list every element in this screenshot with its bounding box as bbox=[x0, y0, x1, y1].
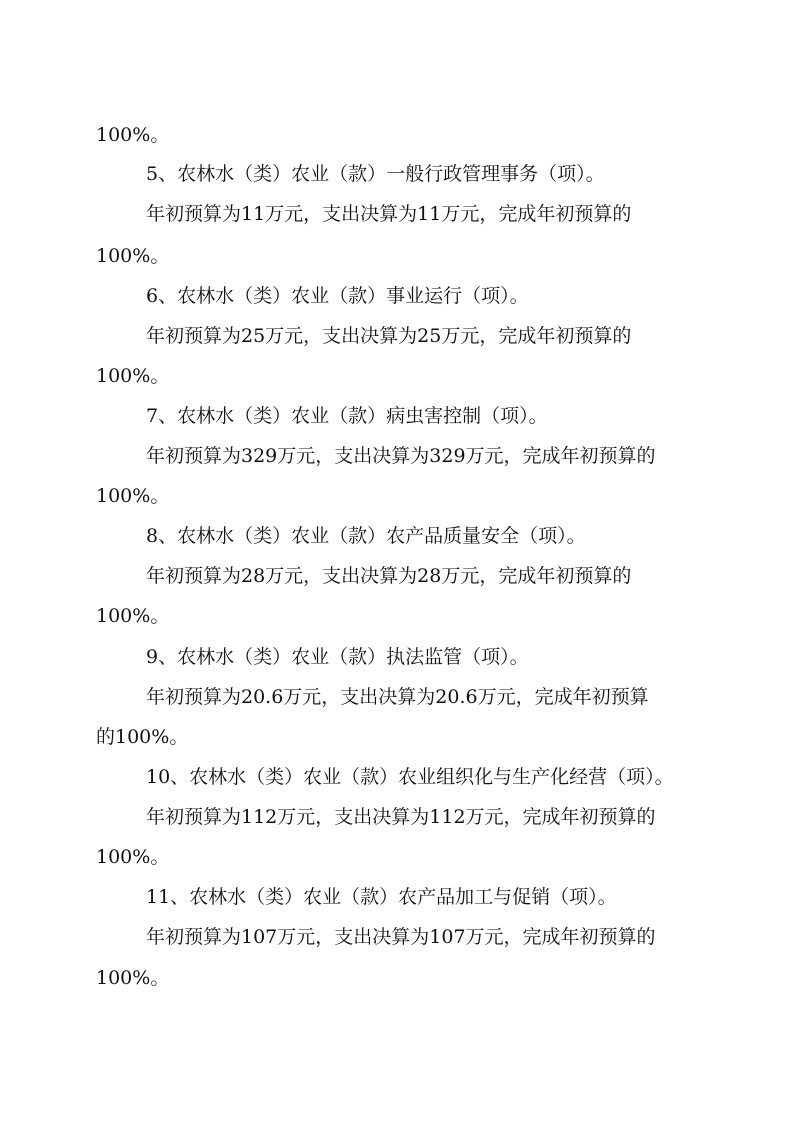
text-line: 年初预算为107万元，支出决算为107万元，完成年初预算的 bbox=[146, 926, 656, 948]
text-line: 年初预算为112万元，支出决算为112万元，完成年初预算的 bbox=[146, 806, 656, 828]
text-line: 年初预算为11万元，支出决算为11万元，完成年初预算的 bbox=[146, 203, 632, 225]
section-heading-6: 6、农林水（类）农业（款）事业运行（项）。 bbox=[146, 285, 529, 307]
text-line: 100%。 bbox=[96, 967, 170, 989]
section-heading-7: 7、农林水（类）农业（款）病虫害控制（项）。 bbox=[146, 405, 548, 427]
text-line: 100%。 bbox=[96, 605, 170, 627]
section-heading-9: 9、农林水（类）农业（款）执法监管（项）。 bbox=[146, 646, 529, 668]
text-line: 100%。 bbox=[96, 124, 170, 146]
text-line: 年初预算为28万元，支出决算为28万元，完成年初预算的 bbox=[146, 565, 632, 587]
text-line: 100%。 bbox=[96, 245, 170, 267]
text-line: 100%。 bbox=[96, 846, 170, 868]
section-heading-8: 8、农林水（类）农业（款）农产品质量安全（项）。 bbox=[146, 525, 586, 547]
text-line: 年初预算为20.6万元，支出决算为20.6万元，完成年初预算 bbox=[146, 686, 649, 708]
text-line: 的100%。 bbox=[96, 726, 189, 748]
section-heading-10: 10、农林水（类）农业（款）农业组织化与生产化经营（项）。 bbox=[146, 766, 674, 788]
section-heading-5: 5、农林水（类）农业（款）一般行政管理事务（项）。 bbox=[146, 163, 605, 185]
text-line: 100%。 bbox=[96, 365, 170, 387]
section-heading-11: 11、农林水（类）农业（款）农产品加工与促销（项）。 bbox=[146, 886, 617, 908]
text-line: 年初预算为25万元，支出决算为25万元，完成年初预算的 bbox=[146, 325, 632, 347]
text-line: 100%。 bbox=[96, 485, 170, 507]
text-line: 年初预算为329万元，支出决算为329万元，完成年初预算的 bbox=[146, 445, 656, 467]
